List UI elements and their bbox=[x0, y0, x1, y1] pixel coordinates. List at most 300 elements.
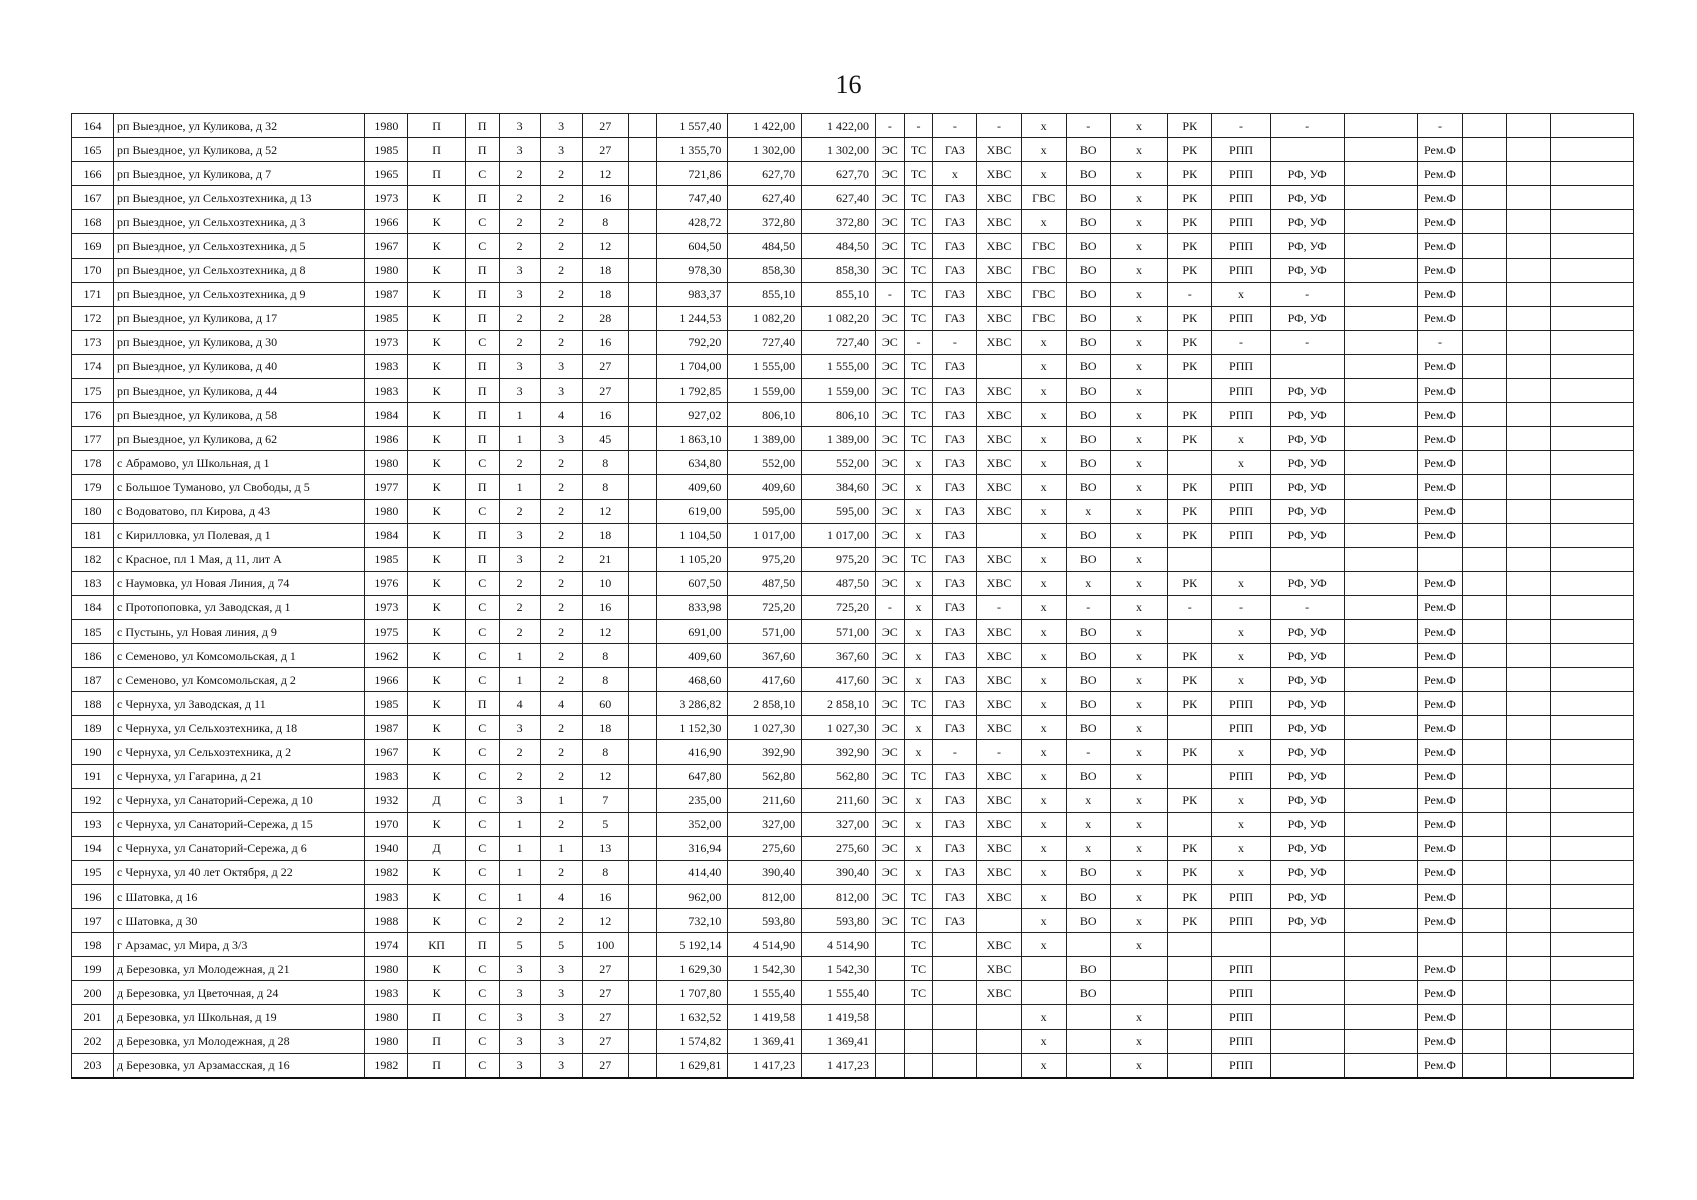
table-cell: ВО bbox=[1066, 186, 1110, 210]
table-row bbox=[72, 716, 1634, 740]
table-cell bbox=[1462, 379, 1506, 403]
table-cell: К bbox=[408, 306, 465, 330]
table-cell: ХВС bbox=[977, 885, 1021, 909]
table-cell: 3 bbox=[540, 981, 582, 1005]
table-cell: 211,60 bbox=[728, 788, 802, 812]
table-cell: 327,00 bbox=[728, 812, 802, 836]
table-cell bbox=[628, 282, 656, 306]
table-row bbox=[72, 740, 1634, 764]
table-cell bbox=[1344, 523, 1418, 547]
table-cell: рп Выездное, ул Сельхозтехника, д 13 bbox=[114, 186, 365, 210]
table-cell bbox=[1462, 740, 1506, 764]
table-cell: РК bbox=[1168, 475, 1212, 499]
table-cell: ТС bbox=[904, 957, 933, 981]
page-number: 16 bbox=[835, 70, 862, 99]
table-cell bbox=[1418, 933, 1462, 957]
table-cell: РФ, УФ bbox=[1270, 186, 1344, 210]
table-cell: С bbox=[465, 619, 499, 643]
table-cell: ТС bbox=[904, 258, 933, 282]
table-cell bbox=[1550, 475, 1633, 499]
table-cell: К bbox=[408, 282, 465, 306]
table-cell: ЭС bbox=[875, 523, 904, 547]
table-cell: 18 bbox=[582, 258, 628, 282]
table-cell bbox=[1550, 909, 1633, 933]
table-cell: РФ, УФ bbox=[1270, 692, 1344, 716]
table-cell: с Абрамово, ул Школьная, д 1 bbox=[114, 451, 365, 475]
table-cell: ГАЗ bbox=[933, 138, 977, 162]
table-cell: ХВС bbox=[977, 619, 1021, 643]
table-cell: 607,50 bbox=[656, 571, 728, 595]
table-cell: 190 bbox=[72, 740, 114, 764]
table-cell: РК bbox=[1168, 788, 1212, 812]
table-cell: ВО bbox=[1066, 258, 1110, 282]
table-cell bbox=[1550, 162, 1633, 186]
table-cell bbox=[1462, 571, 1506, 595]
table-cell: РК bbox=[1168, 499, 1212, 523]
table-cell: С bbox=[465, 330, 499, 354]
table-cell bbox=[1462, 957, 1506, 981]
table-cell: х bbox=[1212, 619, 1270, 643]
table-cell bbox=[628, 523, 656, 547]
table-cell: 727,40 bbox=[802, 330, 876, 354]
table-cell: 27 bbox=[582, 981, 628, 1005]
table-cell: х bbox=[1021, 1053, 1066, 1078]
table-cell: 416,90 bbox=[656, 740, 728, 764]
table-cell: ВО bbox=[1066, 716, 1110, 740]
table-cell: 169 bbox=[72, 234, 114, 258]
table-cell: 1 bbox=[499, 812, 540, 836]
table-row bbox=[72, 306, 1634, 330]
table-cell: Рем.Ф bbox=[1418, 258, 1462, 282]
table-cell: 18 bbox=[582, 523, 628, 547]
table-cell bbox=[1506, 234, 1550, 258]
table-cell: 487,50 bbox=[802, 571, 876, 595]
table-cell bbox=[628, 547, 656, 571]
table-cell: РПП bbox=[1212, 716, 1270, 740]
table-cell: 1 bbox=[499, 885, 540, 909]
table-cell: Рем.Ф bbox=[1418, 354, 1462, 378]
table-row bbox=[72, 644, 1634, 668]
table-cell: х bbox=[1066, 571, 1110, 595]
table-cell: 2 bbox=[540, 764, 582, 788]
table-cell: 4 514,90 bbox=[728, 933, 802, 957]
table-cell: ХВС bbox=[977, 475, 1021, 499]
table-cell: х bbox=[1110, 451, 1167, 475]
table-cell: 1983 bbox=[365, 379, 408, 403]
table-cell bbox=[1168, 451, 1212, 475]
table-cell: 1974 bbox=[365, 933, 408, 957]
table-cell bbox=[1066, 933, 1110, 957]
table-cell: ХВС bbox=[977, 258, 1021, 282]
table-cell bbox=[1344, 234, 1418, 258]
table-cell: С bbox=[465, 860, 499, 884]
table-cell: 1 bbox=[499, 644, 540, 668]
table-cell bbox=[628, 788, 656, 812]
table-cell: 725,20 bbox=[802, 595, 876, 619]
table-cell: 191 bbox=[72, 764, 114, 788]
table-cell: - bbox=[1418, 114, 1462, 138]
table-cell: х bbox=[1110, 234, 1167, 258]
table-cell bbox=[628, 354, 656, 378]
table-cell: 2 bbox=[540, 812, 582, 836]
table-cell: ХВС bbox=[977, 668, 1021, 692]
table-cell: ВО bbox=[1066, 547, 1110, 571]
table-cell: РПП bbox=[1212, 981, 1270, 1005]
table-cell: ЭС bbox=[875, 860, 904, 884]
table-cell: Рем.Ф bbox=[1418, 644, 1462, 668]
table-cell: 1966 bbox=[365, 210, 408, 234]
table-cell: 390,40 bbox=[728, 860, 802, 884]
table-cell: ТС bbox=[904, 909, 933, 933]
table-cell: 189 bbox=[72, 716, 114, 740]
table-cell: 182 bbox=[72, 547, 114, 571]
table-cell: 3 bbox=[540, 1005, 582, 1029]
table-cell bbox=[1344, 1053, 1418, 1078]
table-cell: П bbox=[408, 114, 465, 138]
table-cell: РПП bbox=[1212, 1029, 1270, 1053]
table-cell: рп Выездное, ул Куликова, д 17 bbox=[114, 306, 365, 330]
table-cell: Рем.Ф bbox=[1418, 210, 1462, 234]
table-cell: 2 bbox=[499, 595, 540, 619]
table-cell: х bbox=[1110, 716, 1167, 740]
table-row bbox=[72, 354, 1634, 378]
table-cell bbox=[628, 981, 656, 1005]
table-cell: х bbox=[1066, 836, 1110, 860]
table-cell: ХВС bbox=[977, 330, 1021, 354]
table-cell bbox=[1462, 258, 1506, 282]
table-cell: х bbox=[1110, 692, 1167, 716]
table-cell: ТС bbox=[904, 403, 933, 427]
table-cell: х bbox=[1021, 668, 1066, 692]
table-cell: ЭС bbox=[875, 162, 904, 186]
table-cell bbox=[628, 812, 656, 836]
table-cell: х bbox=[1110, 1029, 1167, 1053]
table-cell: х bbox=[1021, 354, 1066, 378]
table-cell bbox=[628, 186, 656, 210]
table-cell: ГАЗ bbox=[933, 475, 977, 499]
table-cell: ГАЗ bbox=[933, 668, 977, 692]
table-cell bbox=[1168, 716, 1212, 740]
table-cell bbox=[977, 523, 1021, 547]
table-cell: Рем.Ф bbox=[1418, 860, 1462, 884]
table-cell: Рем.Ф bbox=[1418, 306, 1462, 330]
table-cell: 3 bbox=[499, 1053, 540, 1078]
table-cell: 1 082,20 bbox=[802, 306, 876, 330]
table-row bbox=[72, 523, 1634, 547]
table-cell: 1 792,85 bbox=[656, 379, 728, 403]
table-cell: х bbox=[1021, 427, 1066, 451]
table-cell: 166 bbox=[72, 162, 114, 186]
table-cell: ХВС bbox=[977, 860, 1021, 884]
table-cell: П bbox=[465, 475, 499, 499]
table-cell: ХВС bbox=[977, 451, 1021, 475]
table-cell bbox=[1550, 981, 1633, 1005]
table-cell: ГВС bbox=[1021, 234, 1066, 258]
table-cell: х bbox=[1021, 836, 1066, 860]
table-cell: ХВС bbox=[977, 547, 1021, 571]
table-cell: х bbox=[904, 716, 933, 740]
table-cell: 1 244,53 bbox=[656, 306, 728, 330]
table-cell: 367,60 bbox=[802, 644, 876, 668]
table-cell: 409,60 bbox=[728, 475, 802, 499]
table-cell bbox=[1168, 764, 1212, 788]
table-cell: х bbox=[904, 595, 933, 619]
table-cell: Рем.Ф bbox=[1418, 668, 1462, 692]
table-cell bbox=[1462, 138, 1506, 162]
table-cell: 12 bbox=[582, 162, 628, 186]
table-cell: ЭС bbox=[875, 644, 904, 668]
table-cell bbox=[628, 668, 656, 692]
table-cell: - bbox=[1066, 114, 1110, 138]
table-cell: 18 bbox=[582, 282, 628, 306]
table-cell: х bbox=[1212, 427, 1270, 451]
table-cell: 392,90 bbox=[728, 740, 802, 764]
table-cell: Рем.Ф bbox=[1418, 619, 1462, 643]
table-cell bbox=[628, 499, 656, 523]
table-cell: х bbox=[1212, 571, 1270, 595]
table-cell bbox=[1506, 836, 1550, 860]
table-row bbox=[72, 258, 1634, 282]
table-cell bbox=[1550, 885, 1633, 909]
table-cell: П bbox=[408, 138, 465, 162]
table-row bbox=[72, 547, 1634, 571]
table-cell: 2 bbox=[540, 523, 582, 547]
table-cell: - bbox=[933, 114, 977, 138]
table-cell: 1932 bbox=[365, 788, 408, 812]
table-cell bbox=[1462, 1029, 1506, 1053]
table-cell: ВО bbox=[1066, 619, 1110, 643]
table-cell: 2 bbox=[540, 668, 582, 692]
table-cell: РФ, УФ bbox=[1270, 716, 1344, 740]
table-cell: ЭС bbox=[875, 716, 904, 740]
table-cell: РФ, УФ bbox=[1270, 427, 1344, 451]
table-cell: ЭС bbox=[875, 547, 904, 571]
table-cell: 1 bbox=[499, 668, 540, 692]
table-cell: ВО bbox=[1066, 451, 1110, 475]
table-cell: К bbox=[408, 234, 465, 258]
table-cell: Рем.Ф bbox=[1418, 788, 1462, 812]
table-cell: 1965 bbox=[365, 162, 408, 186]
table-cell: ГАЗ bbox=[933, 306, 977, 330]
table-cell bbox=[1462, 909, 1506, 933]
table-cell: ХВС bbox=[977, 692, 1021, 716]
table-cell: Рем.Ф bbox=[1418, 812, 1462, 836]
table-cell bbox=[628, 692, 656, 716]
table-cell: 1980 bbox=[365, 957, 408, 981]
table-cell: РПП bbox=[1212, 909, 1270, 933]
table-cell: ЭС bbox=[875, 836, 904, 860]
table-cell bbox=[1506, 595, 1550, 619]
table-cell: ГВС bbox=[1021, 282, 1066, 306]
table-row bbox=[72, 619, 1634, 643]
table-cell: 3 bbox=[540, 114, 582, 138]
table-cell: с Чернуха, ул Санаторий-Сережа, д 10 bbox=[114, 788, 365, 812]
table-cell: 27 bbox=[582, 1053, 628, 1078]
table-cell: К bbox=[408, 909, 465, 933]
table-cell: ТС bbox=[904, 186, 933, 210]
table-cell: х bbox=[1110, 619, 1167, 643]
table-cell: 193 bbox=[72, 812, 114, 836]
table-cell: х bbox=[1021, 210, 1066, 234]
table-cell: 1 bbox=[499, 836, 540, 860]
table-cell bbox=[1462, 306, 1506, 330]
table-cell: 1980 bbox=[365, 1029, 408, 1053]
table-cell: Рем.Ф bbox=[1418, 282, 1462, 306]
table-cell: 1 555,00 bbox=[728, 354, 802, 378]
table-cell: 3 bbox=[499, 547, 540, 571]
table-cell bbox=[1506, 282, 1550, 306]
table-cell: Рем.Ф bbox=[1418, 740, 1462, 764]
table-cell: 3 bbox=[540, 138, 582, 162]
table-cell: П bbox=[408, 1053, 465, 1078]
table-cell bbox=[628, 114, 656, 138]
table-cell bbox=[628, 210, 656, 234]
table-cell bbox=[1168, 933, 1212, 957]
table-cell bbox=[1344, 138, 1418, 162]
table-cell bbox=[1344, 282, 1418, 306]
table-cell bbox=[1506, 547, 1550, 571]
table-cell bbox=[1462, 885, 1506, 909]
table-cell bbox=[1270, 981, 1344, 1005]
table-cell bbox=[1270, 1005, 1344, 1029]
table-cell: 352,00 bbox=[656, 812, 728, 836]
table-cell: 2 bbox=[499, 186, 540, 210]
table-cell: К bbox=[408, 427, 465, 451]
table-cell: 1 557,40 bbox=[656, 114, 728, 138]
table-cell: 3 bbox=[540, 1029, 582, 1053]
table-cell bbox=[1168, 1005, 1212, 1029]
table-cell bbox=[1344, 860, 1418, 884]
table-cell bbox=[628, 885, 656, 909]
table-cell bbox=[1462, 330, 1506, 354]
table-cell bbox=[1550, 282, 1633, 306]
table-cell: ХВС bbox=[977, 764, 1021, 788]
table-cell: ХВС bbox=[977, 644, 1021, 668]
table-cell: ХВС bbox=[977, 957, 1021, 981]
table-cell: ГАЗ bbox=[933, 354, 977, 378]
table-cell bbox=[1506, 523, 1550, 547]
table-cell bbox=[1550, 716, 1633, 740]
table-cell: х bbox=[1021, 138, 1066, 162]
table-cell: 12 bbox=[582, 764, 628, 788]
table-cell: х bbox=[933, 162, 977, 186]
table-cell: РК bbox=[1168, 186, 1212, 210]
table-cell bbox=[1212, 933, 1270, 957]
table-cell: 1967 bbox=[365, 234, 408, 258]
table-cell: 202 bbox=[72, 1029, 114, 1053]
table-cell: 201 bbox=[72, 1005, 114, 1029]
table-row bbox=[72, 499, 1634, 523]
table-cell: К bbox=[408, 740, 465, 764]
table-cell: РПП bbox=[1212, 523, 1270, 547]
table-cell: ХВС bbox=[977, 403, 1021, 427]
table-cell bbox=[1344, 836, 1418, 860]
table-cell: 195 bbox=[72, 860, 114, 884]
table-cell bbox=[1550, 306, 1633, 330]
table-cell: х bbox=[1110, 595, 1167, 619]
table-cell bbox=[875, 1029, 904, 1053]
table-cell: 812,00 bbox=[728, 885, 802, 909]
table-cell: рп Выездное, ул Сельхозтехника, д 9 bbox=[114, 282, 365, 306]
table-cell: 10 bbox=[582, 571, 628, 595]
table-cell bbox=[933, 981, 977, 1005]
table-cell bbox=[628, 595, 656, 619]
table-cell: ЭС bbox=[875, 788, 904, 812]
table-cell: 806,10 bbox=[802, 403, 876, 427]
table-cell: 211,60 bbox=[802, 788, 876, 812]
table-cell: 1 082,20 bbox=[728, 306, 802, 330]
table-cell: - bbox=[1212, 595, 1270, 619]
table-cell: РК bbox=[1168, 668, 1212, 692]
table-cell bbox=[1462, 547, 1506, 571]
table-cell: ВО bbox=[1066, 764, 1110, 788]
table-cell: ВО bbox=[1066, 885, 1110, 909]
table-cell: 167 bbox=[72, 186, 114, 210]
table-cell bbox=[628, 1053, 656, 1078]
table-cell bbox=[1506, 668, 1550, 692]
table-cell bbox=[1506, 210, 1550, 234]
table-cell bbox=[933, 1029, 977, 1053]
table-cell bbox=[1168, 379, 1212, 403]
table-cell: х bbox=[1110, 812, 1167, 836]
table-cell: х bbox=[1021, 764, 1066, 788]
table-cell: 2 bbox=[540, 740, 582, 764]
table-cell: Рем.Ф bbox=[1418, 379, 1462, 403]
table-cell: х bbox=[1021, 162, 1066, 186]
table-cell: С bbox=[465, 210, 499, 234]
table-cell: 1984 bbox=[365, 523, 408, 547]
table-cell bbox=[1344, 475, 1418, 499]
table-cell: К bbox=[408, 716, 465, 740]
table-cell bbox=[1021, 957, 1066, 981]
table-cell: 5 192,14 bbox=[656, 933, 728, 957]
table-cell: 1976 bbox=[365, 571, 408, 595]
table-cell: РК bbox=[1168, 258, 1212, 282]
table-cell: 2 bbox=[499, 909, 540, 933]
table-cell: х bbox=[904, 475, 933, 499]
table-cell: 721,86 bbox=[656, 162, 728, 186]
table-cell: 2 bbox=[540, 162, 582, 186]
table-cell: С bbox=[465, 764, 499, 788]
table-cell: 60 bbox=[582, 692, 628, 716]
table-row bbox=[72, 933, 1634, 957]
table-cell: К bbox=[408, 354, 465, 378]
table-row bbox=[72, 836, 1634, 860]
table-cell: ТС bbox=[904, 306, 933, 330]
table-cell: С bbox=[465, 812, 499, 836]
table-cell: Рем.Ф bbox=[1418, 909, 1462, 933]
table-cell: Рем.Ф bbox=[1418, 162, 1462, 186]
table-cell: ВО bbox=[1066, 379, 1110, 403]
table-cell bbox=[977, 1029, 1021, 1053]
table-row bbox=[72, 114, 1634, 138]
table-cell: РК bbox=[1168, 692, 1212, 716]
table-cell bbox=[628, 764, 656, 788]
table-cell: х bbox=[1066, 812, 1110, 836]
table-cell bbox=[1550, 379, 1633, 403]
table-cell: РПП bbox=[1212, 403, 1270, 427]
table-cell bbox=[977, 1053, 1021, 1078]
table-cell bbox=[1344, 354, 1418, 378]
table-cell: ЭС bbox=[875, 234, 904, 258]
table-cell: РПП bbox=[1212, 692, 1270, 716]
table-cell: К bbox=[408, 668, 465, 692]
table-cell: 372,80 bbox=[728, 210, 802, 234]
table-cell: ГАЗ bbox=[933, 571, 977, 595]
table-cell: с Чернуха, ул Санаторий-Сережа, д 6 bbox=[114, 836, 365, 860]
table-cell bbox=[1506, 258, 1550, 282]
table-cell bbox=[1344, 499, 1418, 523]
